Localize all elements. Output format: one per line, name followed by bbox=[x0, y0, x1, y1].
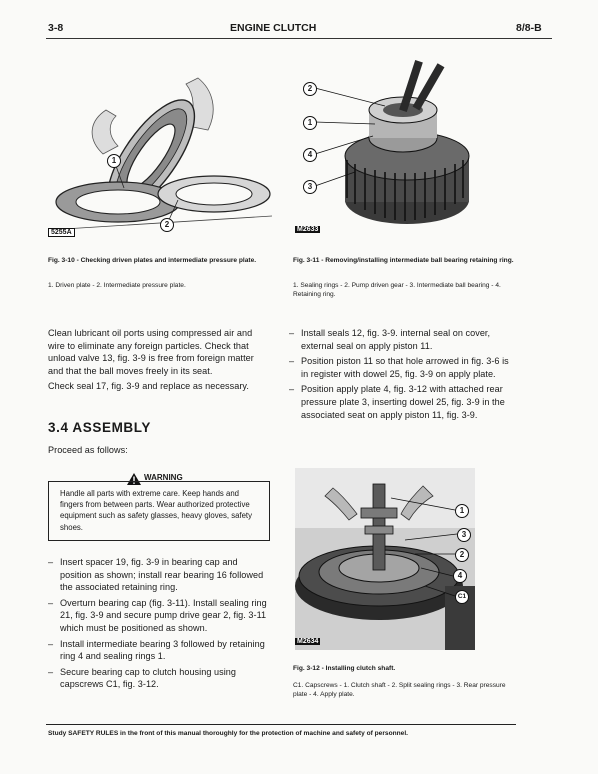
figure-3-11-caption-title: Fig. 3-11 - Removing/installing intermediate ball bearing retaining ring. bbox=[293, 257, 514, 264]
figure-3-10-caption-text: 1. Driven plate - 2. Intermediate pressure plate. bbox=[48, 282, 186, 289]
callout-1: 1 bbox=[455, 504, 469, 518]
section-heading: 3.4 ASSEMBLY bbox=[48, 420, 151, 435]
list-item: – Position apply plate 4, fig. 3-12 with attached rear pressure plate 3, inserting dowel 25, fig. 3-9 in the associated seat on apply piston 11, fig. 3-9. bbox=[289, 384, 505, 420]
callout-2: 2 bbox=[455, 548, 469, 562]
section-intro: Proceed as follows: bbox=[48, 445, 128, 455]
figure-3-10-caption-title: Fig. 3-10 - Checking driven plates and intermediate pressure plate. bbox=[48, 257, 257, 264]
callout-4: 4 bbox=[303, 148, 317, 162]
warning-text: Handle all parts with extreme care. Keep hands and fingers from between parts. Wear authorized protective equipment such as safety glasses, heavy gloves, safety shoes. bbox=[60, 489, 252, 532]
assembly-steps-right bbox=[289, 327, 511, 424]
list-item: – Insert spacer 19, fig. 3-9 in bearing cap and position as shown; install rear bearing 16 followed the associated retaining ring. bbox=[48, 557, 264, 593]
list-item: – Position piston 11 so that hole arrowed in fig. 3-6 is in register with dowel 25, fig. 3-9 on apply plate. bbox=[289, 356, 509, 379]
figure-3-12-caption-text: C1. Capscrews - 1. Clutch shaft - 2. Split sealing rings - 3. Rear pressure plate - 4. Apply plate. bbox=[293, 682, 506, 698]
assembly-steps-left bbox=[48, 556, 270, 694]
paragraph-check-seal: Check seal 17, fig. 3-9 and replace as necessary. bbox=[48, 381, 249, 392]
header-rule bbox=[46, 38, 552, 39]
list-item: – Secure bearing cap to clutch housing using capscrews C1, fig. 3-12. bbox=[48, 666, 237, 690]
figure-3-12-image bbox=[295, 468, 475, 650]
figure-3-10-image bbox=[48, 70, 272, 242]
callout-1: 1 bbox=[303, 116, 317, 130]
paragraph-clean-ports: Clean lubricant oil ports using compressed air and wire to eliminate any foreign particles. Check that unload valve 13, fig. 3-9 is free from foreign matter and that the ball moves freely in its seat. bbox=[48, 328, 254, 376]
list-item: – Overturn bearing cap (fig. 3-11). Install sealing ring 21, fig. 3-9 and secure pump drive gear 2, fig. 3-11 which must be positioned as shown. bbox=[48, 597, 267, 633]
list-item: – Install seals 12, fig. 3-9. internal seal on cover, external seal on apply piston 11. bbox=[289, 328, 491, 351]
figure-3-12-caption-title: Fig. 3-12 - Installing clutch shaft. bbox=[293, 665, 396, 672]
page-title: ENGINE CLUTCH bbox=[230, 22, 317, 34]
warning-label: WARNING bbox=[144, 473, 183, 482]
page-number: 3-8 bbox=[48, 22, 64, 34]
footer-rule bbox=[46, 724, 516, 725]
list-item: – Install intermediate bearing 3 followed by retaining ring 4 and sealing rings 1. bbox=[48, 638, 265, 662]
callout-4: 4 bbox=[453, 569, 467, 583]
figure-3-11-caption-text: 1. Sealing rings - 2. Pump driven gear - 3. Intermediate ball bearing - 4. Retaining ring. bbox=[293, 282, 501, 298]
callout-3: 3 bbox=[303, 180, 317, 194]
left-column bbox=[48, 327, 270, 393]
figure-tag: M2633 bbox=[297, 226, 319, 233]
callout-c1: C1 bbox=[455, 590, 469, 604]
safety-footer-note: Study SAFETY RULES in the front of this manual thoroughly for the protection of machine and safety of personnel. bbox=[48, 730, 408, 737]
callout-2: 2 bbox=[160, 218, 174, 232]
callout-1: 1 bbox=[107, 154, 121, 168]
figure-tag: M2634 bbox=[297, 638, 319, 645]
figure-3-11-image bbox=[295, 60, 471, 240]
callout-2: 2 bbox=[303, 82, 317, 96]
callout-3: 3 bbox=[457, 528, 471, 542]
figure-tag: 5255A bbox=[48, 228, 75, 237]
model-label: 8/8-B bbox=[516, 22, 542, 34]
